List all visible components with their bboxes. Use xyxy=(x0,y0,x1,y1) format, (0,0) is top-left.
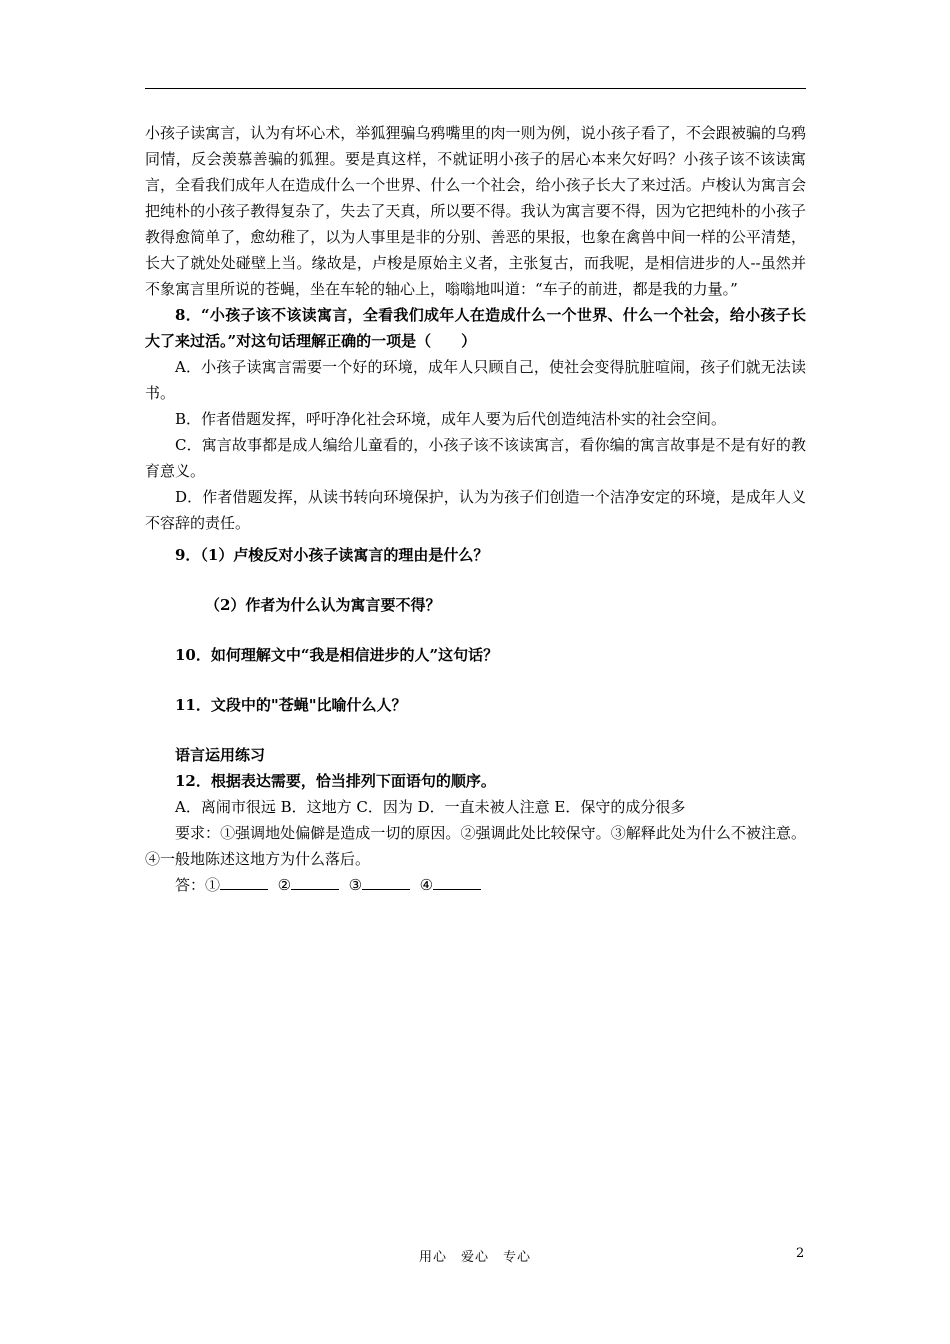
section-title: 语言运用练习 xyxy=(175,746,266,764)
question-8-option-a: A．小孩子读寓言需要一个好的环境，成年人只顾自己，使社会变得肮脏喧闹，孩子们就无法读书。 xyxy=(145,358,806,402)
footer-motto: 用心 爱心 专心 xyxy=(418,1250,531,1265)
answer-space xyxy=(145,718,806,742)
answer-label: 答： xyxy=(175,876,206,894)
question-8-option-b: B．作者借题发挥，呼吁净化社会环境，成年人要为后代创造纯洁朴实的社会空间。 xyxy=(175,410,727,428)
question-8-option-c: C．寓言故事都是成人编给儿童看的，小孩子该不该读寓言，看你编的寓言故事是不是有好的教育意义。 xyxy=(145,436,806,480)
question-9-part-1: 9．（1）卢梭反对小孩子读寓言的理由是什么？ xyxy=(175,546,489,564)
answer-space xyxy=(145,618,806,642)
answer-space xyxy=(145,668,806,692)
question-12-stem: 12．根据表达需要，恰当排列下面语句的顺序。 xyxy=(175,772,496,790)
question-8-stem: 8．“小孩子该不该读寓言，全看我们成年人在造成什么一个世界、什么一个社会，给小孩子长大了来过活。”对这句话理解正确的一项是（ ） xyxy=(145,306,806,350)
question-10: 10．如何理解文中“我是相信进步的人”这句话？ xyxy=(175,646,499,664)
question-11: 11．文段中的"苍蝇"比喻什么人？ xyxy=(175,696,407,714)
answer-mark-2: ② xyxy=(277,876,292,894)
answer-blank-3[interactable] xyxy=(362,873,410,890)
page-content xyxy=(145,120,806,898)
question-9-part-2: （2）作者为什么认为寓言要不得？ xyxy=(205,596,441,614)
answer-space xyxy=(145,568,806,592)
answer-mark-3: ③ xyxy=(348,876,363,894)
header-rule xyxy=(145,88,806,89)
page-number: 2 xyxy=(796,1246,805,1261)
answer-mark-1: ① xyxy=(205,876,221,894)
passage-text: 小孩子读寓言，认为有坏心术，举狐狸骗乌鸦嘴里的肉一则为例，说小孩子看了，不会跟被骗的乌鸦同情，反会羡慕善骗的狐狸。要是真这样，不就证明小孩子的居心本来欠好吗？小孩子该不该读寓言，全看我们成年人在造成什么一个世界、什么一个社会，给小孩子长大了来过活。卢梭认为寓言会把纯朴的小孩子教得复杂了，失去了天真，所以要不得。我认为寓言要不得，因为它把纯朴的小孩子教得愈简单了，愈幼稚了，以为人事里是非的分别、善恶的果报，也象在禽兽中间一样的公平清楚，长大了就处处碰壁上当。缘故是，卢梭是原始主义者，主张复古，而我呢，是相信进步的人--虽然并不象寓言里所说的苍蝇，坐在车轮的轴心上，嗡嗡地叫道：“车子的前进，都是我的力量。” xyxy=(145,124,806,298)
answer-mark-4: ④ xyxy=(419,876,434,894)
answer-blank-4[interactable] xyxy=(433,873,481,890)
question-12-requirement: 要求：①强调地处偏僻是造成一切的原因。②强调此处比较保守。③解释此处为什么不被注意。④一般地陈述这地方为什么落后。 xyxy=(145,824,806,868)
answer-blank-2[interactable] xyxy=(291,873,339,890)
answer-blank-1[interactable] xyxy=(220,873,268,890)
question-8-option-d: D．作者借题发挥，从读书转向环境保护，认为为孩子们创造一个洁净安定的环境，是成年人义不容辞的责任。 xyxy=(145,488,806,532)
question-12-answer-line xyxy=(145,872,806,898)
question-12-options: A．离闹市很远 B．这地方 C．因为 D．一直未被人注意 E．保守的成分很多 xyxy=(175,798,686,816)
